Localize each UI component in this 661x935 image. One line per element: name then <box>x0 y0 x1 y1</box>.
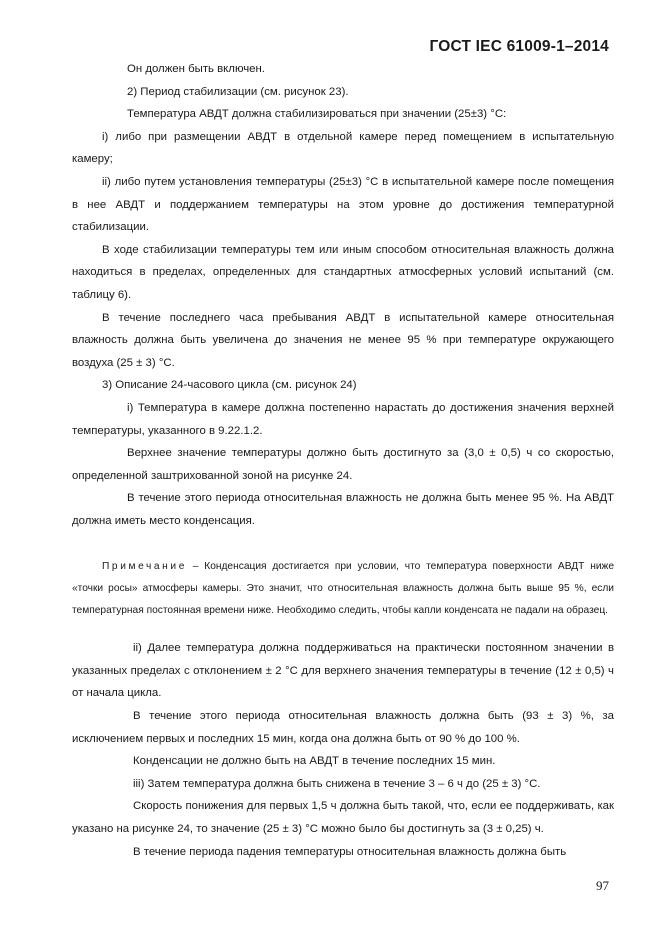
page-number: 97 <box>596 878 609 893</box>
paragraph: В течение этого периода относительная влажность не должна быть менее 95 %. На АВДТ должна иметь место конденсация. <box>72 492 614 527</box>
paragraph: Верхнее значение температуры должно быть достигнуто за (3,0 ± 0,5) ч со скоростью, определенной заштрихованной зоной на рисунке 24. <box>72 447 614 482</box>
paragraph: i) Температура в камере должна постепенно нарастать до достижения значения верхней температуры, указанного в 9.22.1.2. <box>72 401 614 437</box>
note-block <box>72 556 614 621</box>
paragraph: Скорость понижения для первых 1,5 ч должна быть такой, что, если ее поддерживать, как указано на рисунке 24, то значение (25 ± 3) °С можно было бы достигнуть за (3 ± 0,25) ч. <box>72 800 614 835</box>
paragraph: В ходе стабилизации температуры тем или иным способом относительная влажность должна находиться в пределах, определенных для стандартных атмосферных условий испытаний (см. таблицу 6). <box>72 243 614 301</box>
paragraph: В течение периода падения температуры относительная влажность должна быть <box>133 845 567 858</box>
paragraph: i) либо при размещении АВДТ в отдельной камере перед помещением в испытательную камеру; <box>72 130 614 166</box>
paragraph: В течение последнего часа пребывания АВДТ в испытательной камере относительная влажность должна быть увеличена до значения не менее 95 % при температуре окружающего воздуха (25 ± 3) °С. <box>72 311 614 369</box>
paragraph: ii) либо путем установления температуры (25±3) °С в испытательной камере после помещения в нее АВДТ и поддержанием температуры на этом уровне до достижения температурной стабилизации. <box>72 175 614 234</box>
paragraph: Температура АВДТ должна стабилизироваться при значении (25±3) °С: <box>127 108 507 121</box>
note-text: – Конденсация достигается при условии, что температура поверхности АВДТ ниже «точки росы» атмосферы камеры. Это значит, что относительная влажность должна быть выше 95 %, если температурная постоянная времени ниже. Необходимо следить, чтобы капли конденсата не падали на образец. <box>72 561 614 616</box>
paragraph: iii) Затем температура должна быть снижена в течение 3 – 6 ч до (25 ± 3) °С. <box>133 777 541 790</box>
paragraph: В течение этого периода относительная влажность должна быть (93 ± 3) %, за исключением первых и последних 15 мин, когда она должна быть от 90 % до 100 %. <box>72 710 614 745</box>
note-label: Примечание <box>102 561 187 573</box>
document-header: ГОСТ IEC 61009-1–2014 <box>429 38 609 55</box>
paragraph: 3) Описание 24-часового цикла (см. рисунок 24) <box>102 379 357 392</box>
paragraph: Конденсации не должно быть на АВДТ в течение последних 15 мин. <box>133 755 496 768</box>
paragraph: ii) Далее температура должна поддерживаться на практически постоянном значении в указанных пределах с отклонением ± 2 °С для верхнего значения температуры в течение (12 ± 0,5) ч от начала цикла. <box>72 642 614 700</box>
page-body <box>72 58 614 863</box>
paragraph: Он должен быть включен. <box>127 63 265 75</box>
paragraph: 2) Период стабилизации (см. рисунок 23). <box>127 85 349 98</box>
